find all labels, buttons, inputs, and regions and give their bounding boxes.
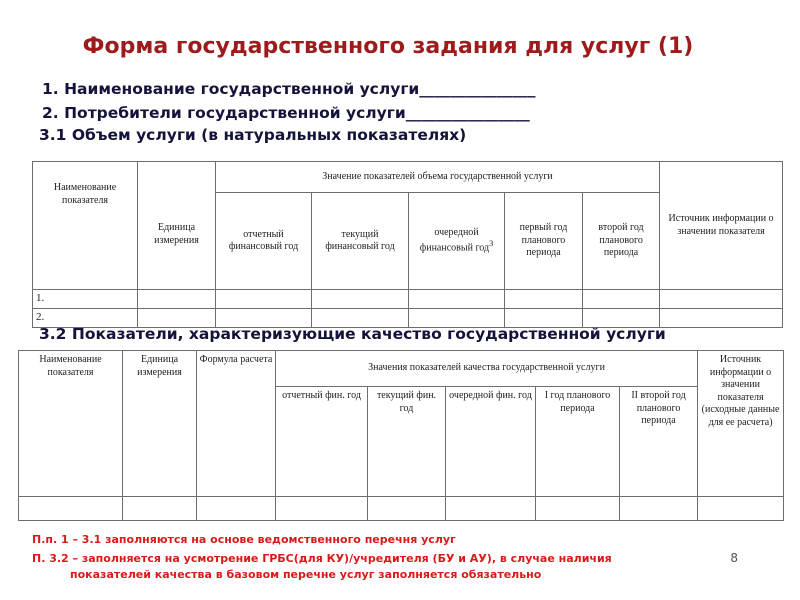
col-plan-year-2: II второй год планового периода xyxy=(620,387,698,497)
col-current-year: текущий финансовый год xyxy=(312,193,409,290)
table-row xyxy=(33,290,783,309)
col-unit: Единица измерения xyxy=(123,351,197,497)
slide-title: Форма государственного задания для услуг (1) xyxy=(82,34,694,59)
col-reporting-year: отчетный фин. год xyxy=(276,387,368,497)
volume-table xyxy=(32,161,783,328)
page-number: 8 xyxy=(730,551,738,565)
col-reporting-year: отчетный финансовый год xyxy=(216,193,312,290)
col-formula: Формула расчета xyxy=(197,351,276,497)
footnote-mark: 3 xyxy=(489,239,494,249)
note-2-continued: показателей качества в базовом перечне услуг заполняется обязательно xyxy=(70,568,542,581)
col-plan-year-1: первый год планового периода xyxy=(505,193,583,290)
col-info-source: Источник информации о значении показателя (исходные данные для ее расчета) xyxy=(698,351,784,497)
col-next-year xyxy=(409,193,505,290)
col-indicator-name: Наименование показателя xyxy=(33,162,138,290)
quality-heading: 3.2 Показатели, характеризующие качество государственной услуги xyxy=(39,325,666,343)
row-number: 2. xyxy=(33,309,138,328)
col-indicator-name: Наименование показателя xyxy=(19,351,123,497)
volume-heading: 3.1 Объем услуги (в натуральных показателях) xyxy=(39,126,467,144)
col-next-year: очередной фин. год xyxy=(446,387,536,497)
service-name-line: 1. Наименование государственной услуги_______________ xyxy=(42,80,536,98)
quality-values-group-header: Значения показателей качества государственной услуги xyxy=(276,351,698,387)
note-1: П.п. 1 – 3.1 заполняются на основе ведомственного перечня услуг xyxy=(32,533,456,546)
service-consumers-line: 2. Потребители государственной услуги________________ xyxy=(42,104,530,122)
note-2: П. 3.2 – заполняется на усмотрение ГРБС(для КУ)/учредителя (БУ и АУ), в случае наличия xyxy=(32,552,612,565)
col-unit: Единица измерения xyxy=(138,162,216,290)
col-current-year: текущий фин. год xyxy=(368,387,446,497)
col-next-year-label: очередной финансовый год xyxy=(419,226,490,254)
row-number: 1. xyxy=(33,290,138,309)
volume-values-group-header: Значение показателей объема государственной услуги xyxy=(216,162,660,193)
quality-table xyxy=(18,350,784,521)
col-plan-year-1: I год планового периода xyxy=(536,387,620,497)
col-plan-year-2: второй год планового периода xyxy=(583,193,660,290)
table-row xyxy=(19,497,784,521)
col-info-source: Источник информации о значении показателя xyxy=(660,162,783,290)
